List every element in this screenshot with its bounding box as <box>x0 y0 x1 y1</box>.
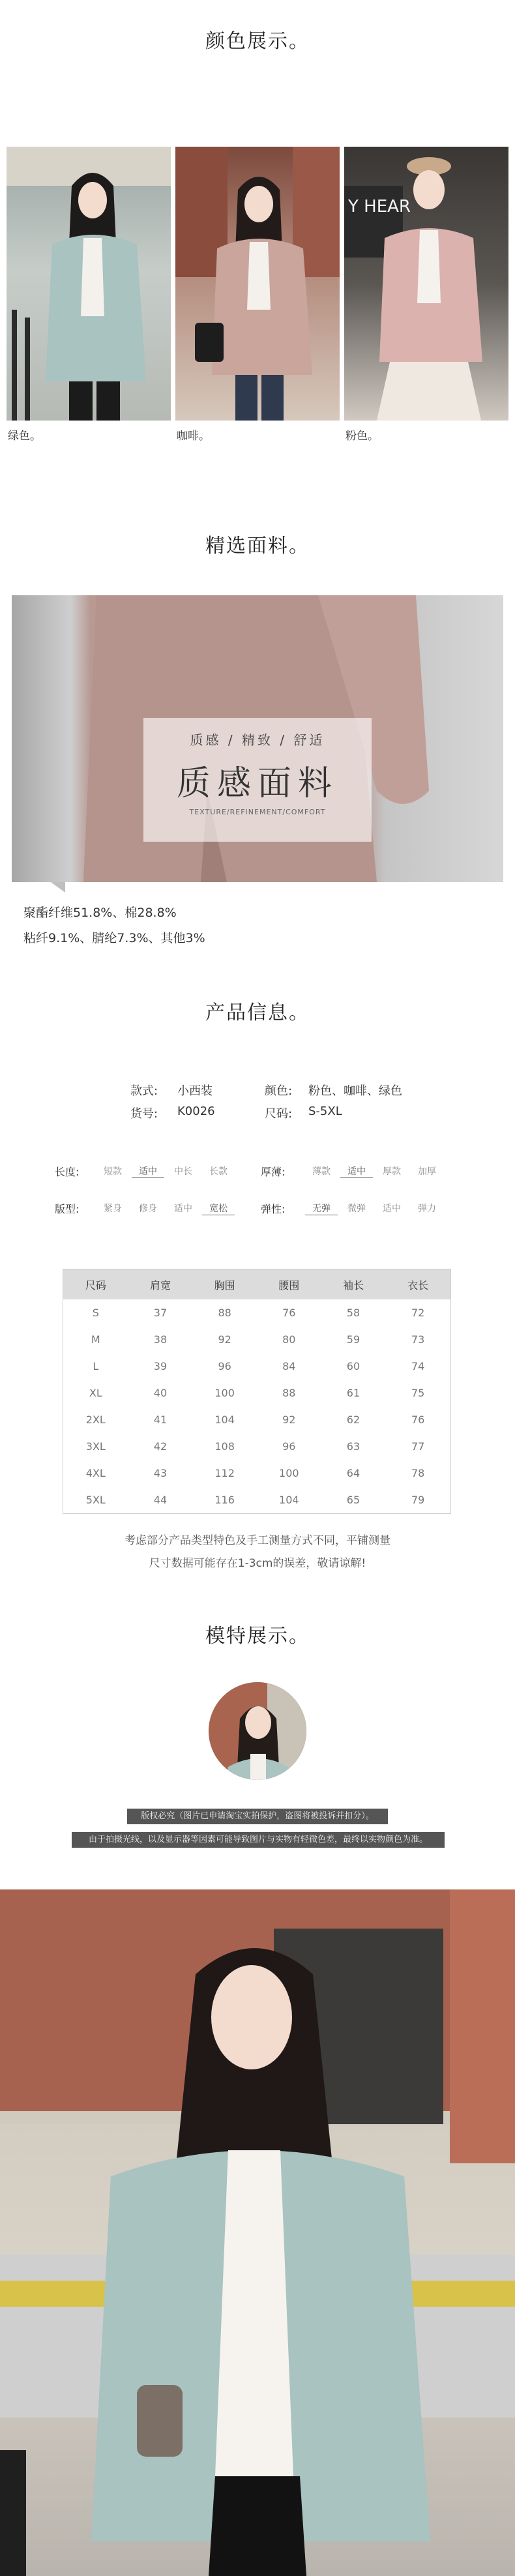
model-hero-figure-icon <box>0 1889 515 2576</box>
green-color-label: 绿色。 <box>8 430 41 443</box>
size-chart-cell: 37 <box>153 1307 168 1319</box>
size-chart-cell: 104 <box>214 1414 235 1426</box>
size-chart-row <box>63 1353 451 1380</box>
size-chart-cell: 116 <box>214 1494 235 1506</box>
size-chart-row <box>63 1380 451 1406</box>
fabric-callout-tail <box>51 882 65 893</box>
coffee-coat-photo[interactable] <box>175 147 340 421</box>
size-chart-row <box>63 1406 451 1433</box>
thickness-option: 厚款 <box>383 1166 401 1177</box>
stretch-option: 微弹 <box>347 1204 366 1214</box>
size-range-label: 尺码: <box>265 1107 293 1121</box>
size-chart-cell: 100 <box>279 1467 299 1479</box>
fabric-closeup-photo[interactable] <box>12 595 503 882</box>
size-chart-row <box>63 1326 451 1353</box>
length-option: 中长 <box>174 1166 192 1177</box>
size-chart-cell: 60 <box>346 1360 360 1372</box>
size-chart-row <box>63 1433 451 1460</box>
size-chart-cell: 92 <box>218 1333 231 1346</box>
street-sign-text: Y HEAR <box>348 197 411 216</box>
size-chart-header-row <box>63 1269 451 1300</box>
size-chart-cell: 64 <box>346 1467 360 1479</box>
thickness-scale-label: 厚薄: <box>261 1166 286 1178</box>
fabric-composition-line1: 聚酯纤维51.8%、棉28.8% <box>23 906 177 920</box>
size-chart-cell: 2XL <box>85 1414 106 1426</box>
size-chart-cell: 65 <box>346 1494 360 1506</box>
length-option: 短款 <box>104 1166 122 1177</box>
size-chart-cell: 100 <box>214 1387 235 1399</box>
size-chart-cell: 72 <box>411 1307 425 1319</box>
product-info-title: 产品信息。 <box>205 1001 310 1024</box>
stretch-option: 无弹 <box>305 1202 338 1215</box>
size-chart-cell: 84 <box>282 1360 296 1372</box>
fit-scale-label: 版型: <box>55 1203 80 1215</box>
model-figure-icon <box>175 147 340 421</box>
size-chart-cell: 75 <box>411 1387 425 1399</box>
fabric-overlay-box <box>143 718 372 842</box>
size-chart-cell: 44 <box>153 1494 168 1506</box>
size-chart-header-cell: 衣长 <box>385 1269 450 1300</box>
thickness-option: 加厚 <box>418 1166 436 1177</box>
size-chart-table <box>63 1269 451 1514</box>
size-chart-cell: 4XL <box>85 1467 106 1479</box>
model-avatar[interactable] <box>209 1682 306 1780</box>
size-chart-header-cell: 尺码 <box>63 1269 128 1300</box>
measurement-note-line2: 尺寸数据可能存在1-3cm的误差，敬请谅解! <box>149 1557 366 1570</box>
size-chart-cell: 38 <box>153 1333 168 1346</box>
stretch-option: 适中 <box>383 1204 401 1214</box>
size-chart-cell: XL <box>89 1387 102 1399</box>
size-chart-cell: 96 <box>282 1440 296 1453</box>
copyright-banner: 版权必究（图片已申请淘宝实拍保护，盗图将被投诉并扣分）。 <box>127 1809 388 1824</box>
color-value: 粉色、咖啡、绿色 <box>308 1084 402 1098</box>
model-section-title: 模特展示。 <box>205 1625 310 1648</box>
size-chart-cell: 79 <box>411 1494 425 1506</box>
size-chart-cell: 5XL <box>85 1494 106 1506</box>
length-option: 长款 <box>209 1166 228 1177</box>
fabric-overlay-tagline: 质感 / 精致 / 舒适 <box>190 732 325 748</box>
size-chart-cell: S <box>92 1307 99 1319</box>
fit-option: 紧身 <box>104 1204 122 1214</box>
avatar-figure-icon <box>209 1682 306 1780</box>
size-chart-cell: 76 <box>411 1414 425 1426</box>
size-chart-cell: 40 <box>153 1387 168 1399</box>
pink-coat-photo[interactable] <box>344 147 508 421</box>
size-chart-cell: L <box>93 1360 99 1372</box>
fabric-composition-line2: 粘纤9.1%、腈纶7.3%、其他3% <box>23 931 205 945</box>
size-chart-header-cell: 胸围 <box>192 1269 257 1300</box>
size-chart-cell: 43 <box>153 1467 168 1479</box>
size-chart-cell: 88 <box>218 1307 231 1319</box>
stretch-option: 弹力 <box>418 1204 436 1214</box>
model-figure-icon <box>7 147 171 421</box>
size-chart-cell: 74 <box>411 1360 425 1372</box>
fabric-overlay-heading: 质感面料 <box>176 764 338 803</box>
model-hero-photo[interactable] <box>0 1889 515 2576</box>
pink-color-label: 粉色。 <box>346 430 379 443</box>
size-chart-cell: 3XL <box>85 1440 106 1453</box>
fabric-overlay-subtitle: TEXTURE/REFINEMENT/COMFORT <box>189 808 326 816</box>
size-chart-header-cell: 肩宽 <box>128 1269 193 1300</box>
size-chart-header-cell: 腰围 <box>257 1269 321 1300</box>
size-chart-cell: 63 <box>346 1440 360 1453</box>
size-chart-cell: 80 <box>282 1333 296 1346</box>
size-range-value: S-5XL <box>308 1104 342 1118</box>
size-chart-cell: 73 <box>411 1333 425 1346</box>
fabric-section-title: 精选面料。 <box>205 535 310 557</box>
color-label: 颜色: <box>265 1084 293 1098</box>
size-chart-header-cell: 袖长 <box>321 1269 386 1300</box>
size-chart-cell: 61 <box>346 1387 360 1399</box>
model-figure-icon <box>344 147 508 421</box>
size-chart-cell: 96 <box>218 1360 231 1372</box>
size-chart-cell: 112 <box>214 1467 235 1479</box>
thickness-option: 适中 <box>340 1164 373 1178</box>
size-chart-cell: 42 <box>153 1440 168 1453</box>
green-coat-photo[interactable] <box>7 147 171 421</box>
size-chart-cell: 39 <box>153 1360 168 1372</box>
size-chart-cell: 78 <box>411 1467 425 1479</box>
coffee-color-label: 咖啡。 <box>177 430 210 443</box>
size-chart-cell: 77 <box>411 1440 425 1453</box>
size-chart-cell: 108 <box>214 1440 235 1453</box>
item-number-label: 货号: <box>130 1107 158 1121</box>
style-value: 小西装 <box>177 1084 213 1098</box>
size-chart-cell: 92 <box>282 1414 296 1426</box>
stretch-scale-label: 弹性: <box>261 1203 286 1215</box>
measurement-note-line1: 考虑部分产品类型特色及手工测量方式不同，平铺测量 <box>125 1534 390 1547</box>
size-chart-row <box>63 1460 451 1487</box>
size-chart-cell: 58 <box>346 1307 360 1319</box>
size-chart-row <box>63 1487 451 1514</box>
style-label: 款式: <box>130 1084 158 1098</box>
length-option: 适中 <box>132 1164 164 1178</box>
fit-option: 修身 <box>139 1204 157 1214</box>
fit-option: 适中 <box>174 1204 192 1214</box>
thickness-option: 薄款 <box>312 1166 331 1177</box>
size-chart-cell: 59 <box>346 1333 360 1346</box>
size-chart-cell: 76 <box>282 1307 296 1319</box>
size-chart-cell: 41 <box>153 1414 168 1426</box>
size-chart-cell: 62 <box>346 1414 360 1426</box>
item-number-value: K0026 <box>177 1104 215 1118</box>
size-chart-cell: M <box>91 1333 100 1346</box>
size-chart-cell: 88 <box>282 1387 296 1399</box>
fit-option: 宽松 <box>202 1202 235 1215</box>
colors-section-title: 颜色展示。 <box>205 30 310 53</box>
color-disclaimer-banner: 由于拍摄光线，以及显示器等因素可能导致图片与实物有轻微色差，最终以实物颜色为准。 <box>72 1832 445 1848</box>
size-chart-cell: 104 <box>279 1494 299 1506</box>
length-scale-label: 长度: <box>55 1166 80 1178</box>
size-chart-row <box>63 1299 451 1326</box>
